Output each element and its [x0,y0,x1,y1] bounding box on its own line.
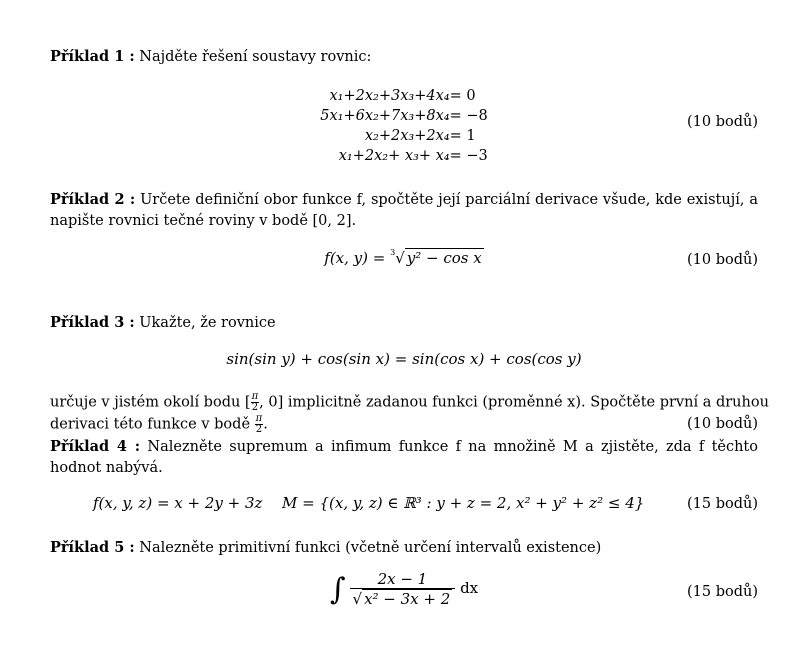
example-4-prompt [50,436,758,479]
implicit-equation: sin(sin y) + cos(sin x) = sin(cos x) + cos(cos y) [226,350,582,368]
example-5-text: Nalezněte primitivní funkci (včetně určení intervalů existence) [139,540,602,556]
differential: dx [460,579,479,597]
equation-row: x₁+2x₂+ x₃+ x₄ = −3 [338,148,488,164]
radicand: y² − cos x [406,249,482,267]
example-4-label: Příklad 4 : [50,438,141,455]
equation-system [320,86,487,166]
integrand-numerator: 2x − 1 [350,570,456,589]
function-definition: f(x, y) = [324,249,391,267]
example-1-system [50,86,758,170]
example-2-label: Příklad 2 : [50,191,136,208]
example-1-label: Příklad 1 : [50,48,135,65]
fraction-pi-half: $\frac{\pi}{2}$ [255,412,263,435]
example-3-text: Ukažte, že rovnice [139,315,276,331]
fraction-pi-half: $\frac{\pi}{2}$ [251,391,259,413]
example-1-text: Najděte řešení soustavy rovnic: [139,49,372,65]
example-3-points: (10 bodů) [686,415,758,432]
constraint-set: M = {(x, y, z) ∈ ℝ³ : y + z = 2, x² + y² + z² ≤ 4} [282,494,645,512]
example-3-equation [50,350,758,372]
example-4-points: (15 bodů) [686,496,758,512]
example-3-prompt [50,312,758,334]
example-5-formula [50,570,758,620]
example-5-points: (15 bodů) [686,584,758,600]
cube-root: $^3$√ y² − cos x [390,248,482,267]
equation-row: x₁+2x₂+3x₃+4x₄ = 0 [329,88,476,104]
objective-function: f(x, y, z) = x + 2y + 3z [93,494,263,512]
example-1-points: (10 bodů) [686,114,758,130]
example-3-continuation: určuje v jistém okolí bodu [ $\frac{\pi}{2}$ , 0] implicitně zadanou funkci (proměnné x). Spočtěte první a druhou derivaci této funkce v bodě $\frac{\pi}{2}$ . (10 bodů) [50,391,769,435]
integrand-fraction: $\frac{2x - 1}{\text{√ x² − 3x + 2}}$ [350,570,456,608]
equation-row: x₂+2x₃+2x₄ = 1 [364,128,476,144]
example-1-prompt [50,46,758,68]
example-3-label: Příklad 3 : [50,314,135,331]
example-2-text: Určete definiční obor funkce f, spočtěte její parciální derivace všude, kde existují, a napište rovnici tečné roviny v bodě [0, 2]. [50,192,758,229]
root-index: 3 [390,248,396,257]
equation-row: 5x₁+6x₂+7x₃+8x₄ = −8 [320,108,488,124]
example-4-text: Nalezněte supremum a infimum funkce f na množině M a zjistěte, zda f těchto hodnot nabývá. [50,439,758,476]
integral-expression [50,570,758,608]
example-4-formula [50,494,758,518]
example-2-prompt [50,189,758,232]
example-5-prompt [50,537,758,559]
integrand-denominator: x² − 3x + 2 [364,590,451,608]
integral-sign: ∫ [329,571,346,607]
example-2-formula [50,248,758,274]
example-5-label: Příklad 5 : [50,539,135,556]
example-2-points: (10 bodů) [686,252,758,268]
